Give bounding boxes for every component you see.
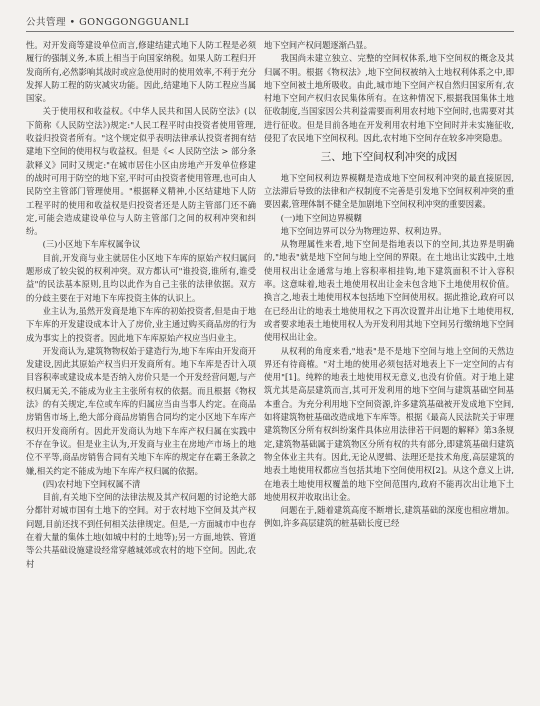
paragraph: 从物理属性来看,地下空间是指地表以下的空间,其边界是明确的,"地表"就是地下空间与地上空间的界限。在土地出让实践中,土地使用权出让金通常与地上容积率相挂钩,地下建筑面积不计入容积率。这意味着,地表土地使用权出让金未包含地下土地使用权价值。换言之,地表土地使用权本包括地下空间使用权。据此推论,政府可以在已经出让的地表土地使用权之下再次设置并出让地下土地使用权,或者要求地表土地使用权人为开发利用其地下空间另行缴纳地下空间使用权出让金。 [264,239,514,343]
paragraph: 问题在于,随着建筑高度不断增长,建筑基础的深度也相应增加。例如,许多高层建筑的桩基础长度已经 [264,505,514,529]
paragraph: 关于使用权和收益权。《中华人民共和国人民防空法》(以下简称《人民防空法》)规定:"人民工程平时由投资者使用管理,收益归投资者所有。"这个规定似乎表明法律承认投资者拥有结建地下空间的使用权与收益权。但是《< 人民防空法 > 部分条款释义》同时又规定:"在城市居住小区由房地产开发单位修建的战时可用于防空的地下室,平时可由投资者使用管理,也可由人民防空主管部门管理使用。"根据释义精神,小区结建地下人防工程平时的使用和收益权是归投资者还是人防主管部门还不确定,可能会造成建设单位与人防主管部门之间的权利冲突和纠纷。 [26,106,256,237]
paragraph: 地下空间边界可以分为物理边界、权利边界。 [280,225,447,236]
paragraph: 地下空间产权问题逐渐凸显。 [264,40,372,50]
paragraph: 从权利的角度来看,"地表"是不是地下空间与地上空间的天然边界还有待商榷。"对土地的使用必须包括对地表上下一定空间的占有使用"[1]。纯粹的地表土地使用权无意义,也没有价值。对于地上建筑尤其是高层建筑而言,其可开发利用的地下空间与建筑基础空间基本重合。为充分利用地下空间资源,许多建筑基础被开发成地下空间,如将建筑物桩基础改造成地下车库等。根据《最高人民法院关于审理建筑物区分所有权纠纷案件具体应用法律若干问题的解释》第3条规定,建筑物基础属于建筑物区分所有权的共有部分,即建筑基础归建筑物全体业主共有。因此,无论从逻辑、法理还是技术角度,高层建筑的地表土地使用权都应当包括其地下空间使用权[2]。从这个意义上讲,在地表土地使用权覆盖的地下空间范围内,政府不能再次出让地下土地使用权并收取出让金。 [264,345,514,502]
paragraph: 目前,开发商与业主就居住小区地下车库的原始产权归属问题形成了较尖锐的权利冲突。双方都认可"谁投资,谁所有,谁受益"的民法基本原则,且均以此作为自己主张的法律依据。双方的分歧主要在于对地下车库投资主体的认识上。 [26,252,256,303]
right-column [264,39,514,700]
paragraph: 我国尚未建立独立、完整的空间权体系,地下空间权的概念及其归属不明。根据《物权法》,地下空间权被纳入土地权利体系之中,即地下空间被土地所吸收。由此,城市地下空间产权自然归国家所有,农村地下空间产权归农民集体所有。在这种情况下,根据我国集体土地征收制度,当国家因公共利益需要而利用农村地下空间时,也需要对其进行征收。但是目前各地在开发利用农村地下空间时并未实施征收,侵犯了农民地下空间权利。因此,农村地下空间存在较多冲突隐患。 [264,53,514,144]
section-heading: 三、地下空间权利冲突的成因 [320,151,458,164]
paragraph: 开发商认为,建筑物物权始于建造行为,地下车库由开发商开发建设,因此其原始产权当归开发商所有。地下车库是否计入项目容积率或建设成本是否纳入房价只是一个开发经营问题,与产权归属无关,不能成为业主主张所有权的依据。而且根据《物权法》的有关规定,车位或车库的归属应当由当事人约定。在商品房销售市场上,绝大部分商品房销售合同均约定小区地下车库产权归开发商所有。因此开发商认为地下车库产权归属在实践中不存在争议。但是业主认为,开发商与业主在房地产市场上的地位不平等,商品房销售合同有关地下车库的规定存在霸王条款之嫌,相关约定不能成为地下车库产权归属的依据。 [26,345,256,476]
paragraph: 业主认为,虽然开发商是地下车库的初始投资者,但是由于地下车库的开发建设成本计入了房价,业主通过购买商品房的行为成为事实上的投资者。因此地下车库原始产权应当归业主。 [26,305,256,343]
subsection-heading: (三)小区地下车库权属争议 [42,239,141,250]
running-header: 公共管理 • GONGGONGGUANLI [26,17,190,28]
header-rule [26,31,514,32]
paragraph: 性。对开发商等建设单位而言,修建结建式地下人防工程是必须履行的强制义务,本质上相当于向国家纳税。如果人防工程归开发商所有,必然影响其战时或应急使用时的使用效率,不利于充分发挥人防工程的防灾减灾功能。因此,结建地下人防工程应当属国家。 [26,40,256,104]
paragraph: 地下空间权利边界模糊是造成地下空间权利冲突的最直接原因,立法滞后导致的法律和产权制度不完善是引发地下空间权利冲突的重要因素,管理体制不健全是加剧地下空间权利冲突的重要因素。 [264,172,514,210]
paragraph: 目前,有关地下空间的法律法规及其产权问题的讨论绝大部分都针对城市国有土地下的空间。对于农村地下空间及其产权问题,目前还找不到任何相关法律规定。但是,一方面城市中也存在着大量的集体土地(如城中村的土地等);另一方面,地铁、管道等公共基础设施建设经常穿越城郊或农村的地下空间。因此,农村 [26,492,256,569]
left-column [26,39,256,700]
subsection-heading: (四)农村地下空间权属不清 [42,478,141,489]
subsection-heading: (一)地下空间边界模糊 [280,212,362,223]
